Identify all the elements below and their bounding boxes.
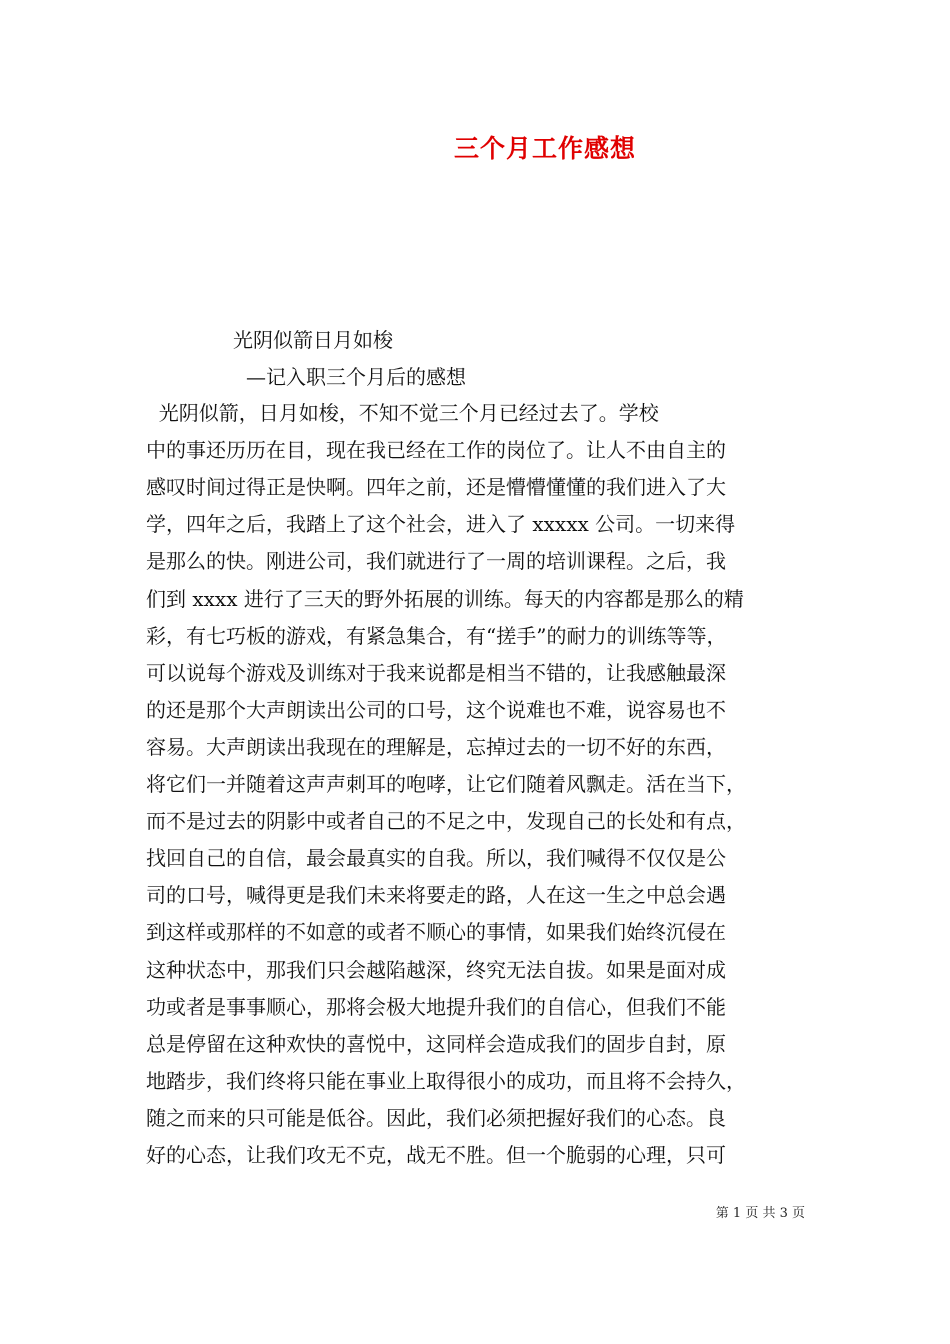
document-title: 三个月工作感想	[453, 134, 636, 163]
article-heading: 光阴似箭日月如梭	[233, 328, 393, 352]
body-text-line: 找回自己的自信，最会最真实的自我。所以，我们喊得不仅仅是公	[146, 846, 726, 871]
body-text-line: 司的口号，喊得更是我们未来将要走的路，人在这一生之中总会遇	[146, 883, 726, 908]
body-text-line: 容易。大声朗读出我现在的理解是，忘掉过去的一切不好的东西，	[146, 734, 726, 759]
body-text-line: 可以说每个游戏及训练对于我来说都是相当不错的，让我感触最深	[146, 660, 726, 685]
body-text-line: 将它们一并随着这声声刺耳的咆哮，让它们随着风飘走。活在当下，	[146, 772, 746, 796]
body-text-line: 功或者是事事顺心，那将会极大地提升我们的自信心，但我们不能	[146, 994, 726, 1019]
body-text-line: 总是停留在这种欢快的喜悦中，这同样会造成我们的固步自封，原	[146, 1031, 726, 1056]
body-text-line: 彩，有七巧板的游戏，有紧急集合，有“搓手”的耐力的训练等等，	[146, 623, 727, 648]
body-text-line: 地踏步，我们终将只能在事业上取得很小的成功，而且将不会持久，	[146, 1068, 746, 1093]
body-text-line: 好的心态，让我们攻无不克，战无不胜。但一个脆弱的心理，只可	[146, 1143, 726, 1167]
body-text-line: 光阴似箭，日月如梭，不知不觉三个月已经过去了。学校	[146, 401, 659, 425]
body-text-line: 的还是那个大声朗读出公司的口号，这个说难也不难，说容易也不	[146, 697, 726, 722]
body-text-line: 们到 xxxx 进行了三天的野外拓展的训练。每天的内容都是那么的精	[146, 586, 744, 611]
body-text-line: 这种状态中，那我们只会越陷越深，终究无法自拔。如果是面对成	[146, 957, 726, 982]
body-text-line: 随之而来的只可能是低谷。因此，我们必须把握好我们的心态。良	[146, 1105, 726, 1130]
article-subheading: —记入职三个月后的感想	[246, 365, 466, 389]
body-text-line: 感叹时间过得正是快啊。四年之前，还是懵懵懂懂的我们进入了大	[146, 475, 726, 500]
body-text-line: 中的事还历历在目，现在我已经在工作的岗位了。让人不由自主的	[146, 438, 726, 463]
body-text-line: 到这样或那样的不如意的或者不顺心的事情，如果我们始终沉侵在	[146, 920, 726, 945]
body-text-line: 而不是过去的阴影中或者自己的不足之中，发现自己的长处和有点，	[146, 809, 746, 834]
body-text-line: 学，四年之后，我踏上了这个社会，进入了 xxxxx 公司。一切来得	[146, 512, 736, 537]
body-text-line: 是那么的快。刚进公司，我们就进行了一周的培训课程。之后，我	[146, 549, 726, 574]
page-number-footer: 第 1 页 共 3 页	[715, 1206, 805, 1221]
